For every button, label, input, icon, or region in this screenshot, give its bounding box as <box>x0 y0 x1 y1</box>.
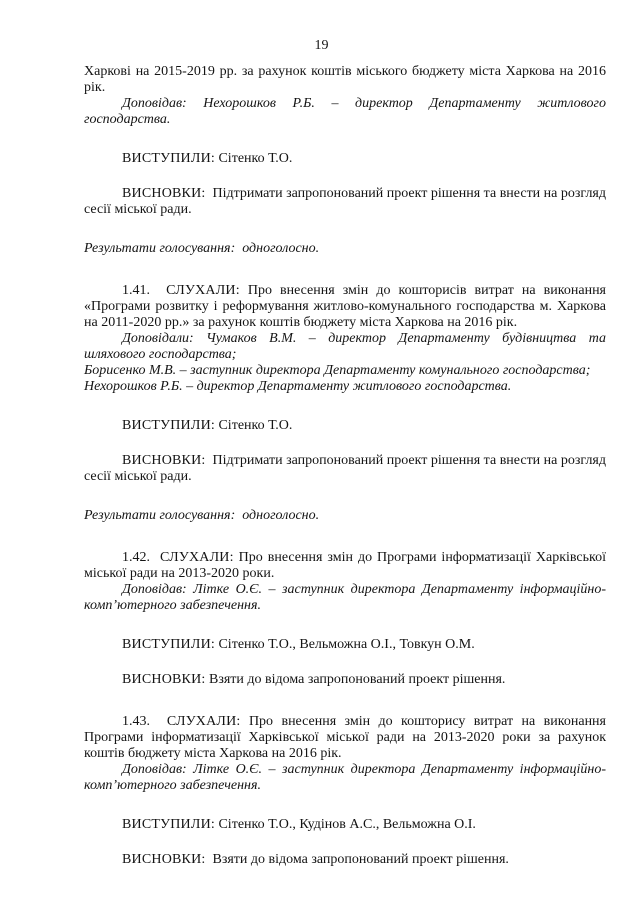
vote-line <box>84 508 606 524</box>
speakers-line <box>84 817 606 833</box>
reporter-line: Доповідав: Нехорошков Р.Б. – директор Департаменту житлового господарства. <box>84 96 606 127</box>
conclusion-text: Підтримати запропонований проект рішення та внести на розгляд сесії міської ради. <box>84 453 606 484</box>
speakers-label: ВИСТУПИЛИ: <box>122 418 215 433</box>
item-number: 1.43. <box>122 714 150 729</box>
heard-item-1-41 <box>84 283 606 331</box>
conclusion-label: ВИСНОВКИ: <box>122 852 206 867</box>
conclusion-text: Взяти до відома запропонований проект рішення. <box>208 672 506 687</box>
heard-label: СЛУХАЛИ: <box>166 714 241 729</box>
speakers-names: Сітенко Т.О., Кудінов А.С., Вельможна О.І. <box>218 817 476 832</box>
item-number: 1.42. <box>122 550 150 565</box>
page-number: 19 <box>314 38 329 53</box>
conclusion-line <box>84 186 606 218</box>
speakers-names: Сітенко Т.О. <box>218 418 293 433</box>
speakers-label: ВИСТУПИЛИ: <box>122 637 215 652</box>
heard-label: СЛУХАЛИ: <box>166 283 240 298</box>
vote-result: одноголосно. <box>242 241 320 256</box>
conclusion-label: ВИСНОВКИ: <box>122 672 206 687</box>
conclusion-label: ВИСНОВКИ: <box>122 186 206 201</box>
speakers-label: ВИСТУПИЛИ: <box>122 817 215 832</box>
vote-label: Результати голосування: <box>84 508 236 523</box>
item-continuation-text: Харкові на 2015-2019 рр. за рахунок коштів міського бюджету міста Харкова на 2016 рік. <box>84 64 606 95</box>
conclusion-text: Взяти до відома запропонований проект рішення. <box>212 852 509 867</box>
conclusion-line <box>84 852 606 868</box>
heard-item-1-42 <box>84 550 606 582</box>
speakers-names: Сітенко Т.О. <box>218 151 293 166</box>
reporter-line: Борисенко М.В. – заступник директора Департаменту комунального господарства; <box>84 363 591 378</box>
document-content <box>84 64 606 868</box>
heard-text: Про внесення змін до Програми інформатизації Харківської міської ради на 2013-2020 роки. <box>84 550 607 581</box>
speakers-line <box>84 637 606 653</box>
heard-item-1-43 <box>84 714 606 762</box>
speakers-names: Сітенко Т.О., Вельможна О.І., Товкун О.М. <box>218 637 475 652</box>
speakers-line <box>84 151 606 167</box>
vote-result: одноголосно. <box>242 508 320 523</box>
heard-text: Про внесення змін до кошторисів витрат на виконання «Програми розвитку і реформування житлово-комунального господарства м. Харкова на 2011-2020 рр.» за рахунок коштів бюджету міста Харкова на 2016 рік. <box>84 283 607 330</box>
heard-text: Про внесення змін до кошторису витрат на виконання Програми інформатизації Харківської міської ради на 2013-2020 роки за рахунок коштів бюджету міста Харкова на 2016 рік. <box>84 714 606 761</box>
vote-label: Результати голосування: <box>84 241 236 256</box>
reporter-line: Доповідав: Літке О.Є. – заступник директора Департаменту інформаційно-комп’ютерного забезпечення. <box>84 762 606 793</box>
reporter-line: Доповідав: Літке О.Є. – заступник директора Департаменту інформаційно-комп’ютерного забезпечення. <box>84 582 606 613</box>
reporter-line: Нехорошков Р.Б. – директор Департаменту житлового господарства. <box>84 379 512 394</box>
heard-label: СЛУХАЛИ: <box>159 550 234 565</box>
conclusion-label: ВИСНОВКИ: <box>122 453 206 468</box>
conclusion-line <box>84 453 606 485</box>
vote-line <box>84 241 606 257</box>
conclusion-text: Підтримати запропонований проект рішення та внести на розгляд сесії міської ради. <box>84 186 606 217</box>
reporter-line: Доповідали: Чумаков В.М. – директор Департаменту будівництва та шляхового господарства; <box>84 331 606 362</box>
speakers-line <box>84 418 606 434</box>
item-number: 1.41. <box>122 283 150 298</box>
conclusion-line <box>84 672 606 688</box>
speakers-label: ВИСТУПИЛИ: <box>122 151 215 166</box>
